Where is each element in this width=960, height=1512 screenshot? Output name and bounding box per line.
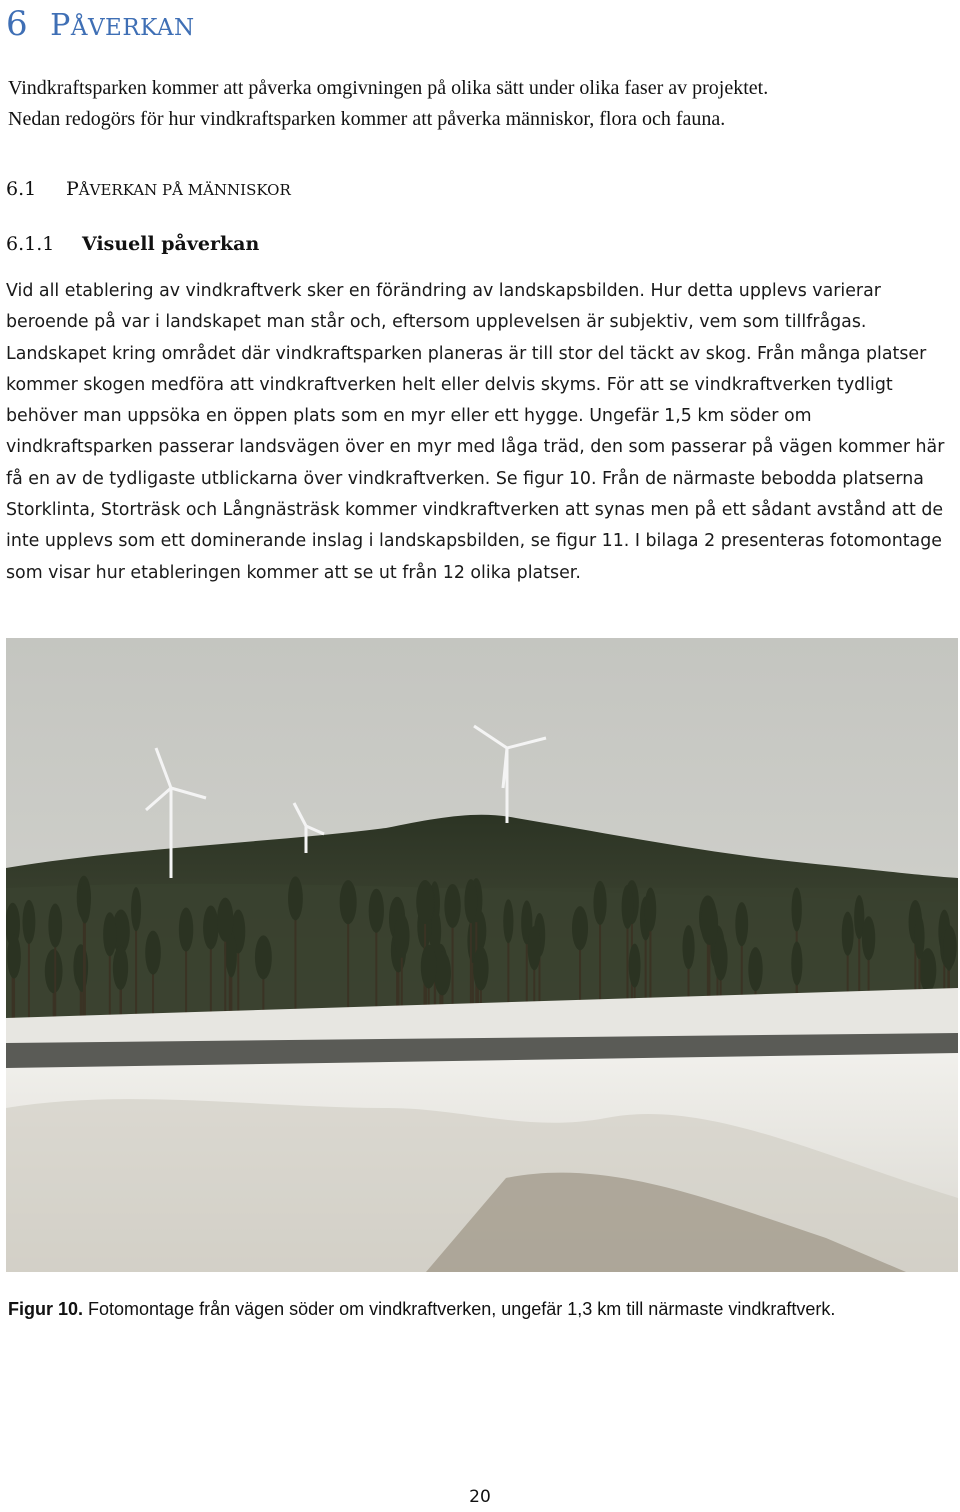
pine-crown xyxy=(23,900,36,944)
pine-crown xyxy=(792,887,802,931)
section-number: 6.1 xyxy=(6,178,37,200)
pine-crown xyxy=(421,945,437,989)
pine-crown xyxy=(473,947,488,991)
pine-crown xyxy=(217,898,233,942)
pine-crown xyxy=(622,885,634,929)
pine-crown xyxy=(503,899,513,943)
pine-crown xyxy=(914,915,924,959)
pine-crown xyxy=(340,880,357,924)
pine-crown xyxy=(145,931,161,975)
pine-crown xyxy=(464,879,477,923)
pine-crown xyxy=(288,876,303,920)
pine-crown xyxy=(131,887,141,931)
pine-crown xyxy=(791,941,802,985)
pine-crown xyxy=(528,926,541,970)
pine-crown xyxy=(416,880,434,924)
chapter-number: 6 xyxy=(6,4,29,44)
figure-caption xyxy=(8,1299,953,1320)
figure-label: Figur 10. xyxy=(8,1299,84,1319)
pine-crown xyxy=(572,906,588,950)
section-title-initial: P xyxy=(66,178,79,200)
chapter-heading xyxy=(6,4,195,44)
pine-crown xyxy=(748,947,762,991)
pine-crown xyxy=(113,946,128,990)
body-paragraph xyxy=(6,276,954,589)
pine-crown xyxy=(593,881,606,925)
pine-crown xyxy=(179,908,193,952)
pine-crown xyxy=(682,925,694,969)
pine-crown xyxy=(203,905,218,949)
pine-crown xyxy=(369,889,384,933)
chapter-title-rest: ÅVERKAN xyxy=(70,15,195,41)
pine-crown xyxy=(255,935,272,979)
pine-crown xyxy=(103,912,116,956)
pine-crown xyxy=(645,887,657,931)
pine-crown xyxy=(943,927,954,971)
pine-crown xyxy=(444,884,460,928)
subsection-title: Visuell påverkan xyxy=(82,233,260,255)
pine-crown xyxy=(76,948,88,992)
intro-line: Nedan redogörs för hur vindkraftsparken kommer att påverka människor, flora och fauna. xyxy=(8,108,726,130)
pine-crown xyxy=(45,949,63,993)
intro-line: Vindkraftsparken kommer att påverka omgivningen på olika sätt under olika faser av projektet. xyxy=(8,77,769,99)
section-heading xyxy=(6,178,291,200)
pine-crown xyxy=(394,914,410,958)
photomontage-image xyxy=(6,638,958,1272)
subsection-number: 6.1.1 xyxy=(6,233,55,255)
pine-crown xyxy=(48,904,62,948)
page-number: 20 xyxy=(469,1487,491,1507)
subsection-heading xyxy=(6,233,259,255)
pine-crown xyxy=(629,944,641,988)
pine-crown xyxy=(434,951,451,995)
pine-crown xyxy=(79,879,90,923)
section-title-rest: ÅVERKAN PÅ MÄNNISKOR xyxy=(78,181,291,199)
intro-paragraph xyxy=(8,73,953,135)
pine-crown xyxy=(7,935,21,979)
pine-crown xyxy=(842,912,854,956)
pine-crown xyxy=(701,901,718,945)
pine-crown xyxy=(862,916,875,960)
chapter-title-initial: P xyxy=(50,8,71,43)
body-text: Vid all etablering av vindkraftverk sker en förändring av landskapsbilden. Hur detta upplevs varierar beroende på var i landskapet man står och, eftersom upplevelsen är subjektiv, vem som tillfrågas. Landskapet kring området där vindkraftsparken planeras är till stor del täckt av skog. Från många platser kommer skogen medföra att vindkraftverken helt eller delvis skyms. För att se vindkraftverken tydligt behöver man uppsöka en öppen plats som en myr eller ett hygge. Ungefär 1,5 km söder om vindkraftsparken passerar landsvägen över en myr med låga träd, den som passerar på vägen kommer här få en av de tydligaste utblickarna över vindkraftverken. Se figur 10. Från de närmaste bebodda platserna Storklinta, Storträsk och Långnästräsk kommer vindkraftverken att synas men på ett sådant avstånd att de inte upplevs som ett dominerande inslag i landskapsbilden, se figur 11. I bilaga 2 presenteras fotomontage som visar hur etableringen kommer att se ut från 12 olika platser. xyxy=(6,281,945,583)
pine-crown xyxy=(714,937,728,981)
figure-text: Fotomontage från vägen söder om vindkraftverken, ungefär 1,3 km till närmaste vindkraftverk. xyxy=(83,1299,836,1319)
pine-crown xyxy=(735,902,748,946)
